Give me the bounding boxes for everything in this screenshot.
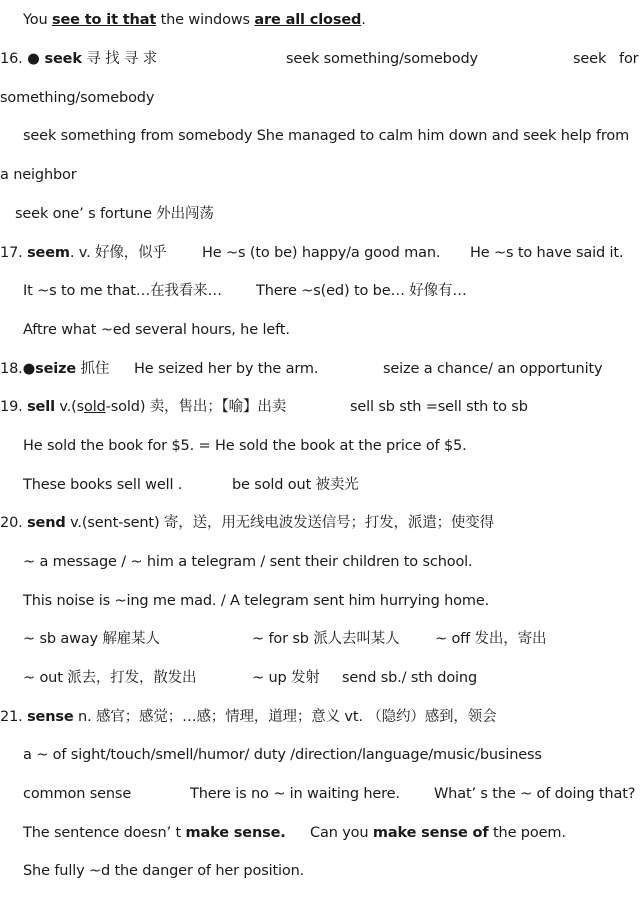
text-segment: [23, 858, 304, 884]
bold-phrase: sense: [27, 709, 74, 725]
text-run: v.(s: [54, 399, 85, 415]
text-run: . v. 好像，似乎: [69, 245, 167, 261]
text-run: She fully ~d the danger of her position.: [23, 863, 305, 879]
text-line: [0, 704, 640, 730]
text-run: ~ off 发出，寄出: [435, 631, 547, 647]
text-line: [0, 394, 640, 420]
text-segment: [342, 665, 477, 691]
text-run: These books sell well .: [23, 477, 183, 493]
text-segment: [619, 46, 639, 72]
text-segment: [134, 356, 318, 382]
text-run: something/somebody: [0, 90, 155, 106]
text-run: a neighbor: [0, 167, 77, 183]
text-segment: [0, 85, 154, 111]
text-segment: [23, 626, 160, 652]
text-run: send sb./ sth doing: [342, 670, 478, 686]
bold-phrase: seem: [27, 245, 70, 261]
text-segment: [252, 665, 320, 691]
text-segment: [310, 820, 566, 846]
text-segment: [0, 240, 167, 266]
text-segment: [23, 7, 366, 33]
text-segment: [23, 123, 629, 149]
text-run: ~ for sb 派人去叫某人: [252, 631, 400, 647]
text-line: [0, 201, 640, 227]
text-run: seize a chance/ an opportunity: [383, 361, 603, 377]
bold-phrase: send: [27, 515, 66, 531]
text-run: old: [84, 399, 106, 415]
text-run: sell sb sth =sell sth to sb: [350, 399, 528, 415]
text-line: [0, 46, 640, 72]
text-segment: [0, 704, 496, 730]
text-segment: [383, 356, 602, 382]
text-segment: [23, 820, 286, 846]
text-run: There ~s(ed) to be… 好像有…: [256, 283, 467, 299]
bold-phrase: ●seize: [22, 361, 77, 377]
text-segment: [350, 394, 528, 420]
text-run: Can you: [310, 825, 373, 841]
text-run: There is no ~ in waiting here.: [190, 786, 400, 802]
text-segment: [23, 781, 131, 807]
text-segment: [252, 626, 399, 652]
text-run: for: [619, 51, 639, 67]
text-run: He ~s to have said it.: [470, 245, 624, 261]
bold-phrase: make sense of: [372, 825, 489, 841]
text-segment: [0, 46, 157, 72]
bold-phrase: are all closed: [254, 12, 362, 28]
text-line: [0, 510, 640, 536]
text-segment: [23, 472, 182, 498]
text-run: It ~s to me that…在我看来…: [23, 283, 222, 299]
text-segment: [23, 278, 222, 304]
text-segment: [202, 240, 440, 266]
text-run: 20.: [0, 515, 28, 531]
text-segment: [434, 781, 635, 807]
text-line: [0, 820, 640, 846]
bold-phrase: sell: [27, 399, 55, 415]
text-run: This noise is ~ing me mad. / A telegram sent him hurrying home.: [23, 593, 490, 609]
text-line: [0, 781, 640, 807]
text-run: 16.: [0, 51, 28, 67]
text-line: [0, 7, 640, 33]
text-line: [0, 123, 640, 149]
text-run: ~ sb away 解雇某人: [23, 631, 160, 647]
text-line: [0, 356, 640, 382]
text-segment: [23, 742, 542, 768]
text-line: [0, 626, 640, 652]
text-run: ~ a message / ~ him a telegram / sent their children to school.: [23, 554, 473, 570]
text-line: [0, 278, 640, 304]
text-run: seek something/somebody: [286, 51, 478, 67]
text-line: [0, 240, 640, 266]
text-line: [0, 858, 640, 884]
text-line: [0, 85, 640, 111]
text-run: the poem.: [488, 825, 566, 841]
text-run: 抓住: [76, 361, 110, 377]
text-run: seek one’ s fortune 外出闯荡: [15, 206, 214, 222]
text-run: 17.: [0, 245, 28, 261]
text-segment: [23, 433, 467, 459]
text-segment: [232, 472, 359, 498]
text-run: 寻 找 寻 求: [81, 51, 158, 67]
text-run: v.(sent-sent) 寄，送，用无线电波发送信号；打发，派遣；使变得: [65, 515, 494, 531]
text-run: The sentence doesn’ t: [23, 825, 186, 841]
text-run: be sold out 被卖光: [232, 477, 359, 493]
text-run: -sold) 卖，售出；【喻】出卖: [105, 399, 287, 415]
text-run: ~ up 发射: [252, 670, 320, 686]
text-line: [0, 588, 640, 614]
text-segment: [23, 588, 489, 614]
text-segment: [15, 201, 214, 227]
text-run: a ~ of sight/touch/smell/humor/ duty /direction/language/music/business: [23, 747, 542, 763]
bold-phrase: see to it that: [52, 12, 157, 28]
text-run: n. 感官；感觉；…感；情理，道理；意义 vt. （隐约）感到，领会: [73, 709, 497, 725]
text-line: [0, 472, 640, 498]
text-run: seek something from somebody She managed to calm him down and seek help from: [23, 128, 630, 144]
text-segment: [23, 549, 473, 575]
text-segment: [435, 626, 546, 652]
text-line: [0, 433, 640, 459]
text-run: .: [361, 12, 366, 28]
text-line: [0, 162, 640, 188]
text-run: He ~s (to be) happy/a good man.: [202, 245, 441, 261]
text-run: seek: [573, 51, 607, 67]
text-run: ~ out 派去，打发，散发出: [23, 670, 197, 686]
text-run: What’ s the ~ of doing that?: [434, 786, 636, 802]
text-run: He seized her by the arm.: [134, 361, 319, 377]
text-segment: [256, 278, 467, 304]
text-run: 19.: [0, 399, 28, 415]
bold-phrase: ● seek: [27, 51, 82, 67]
text-segment: [470, 240, 623, 266]
text-line: [0, 549, 640, 575]
text-run: 21.: [0, 709, 28, 725]
text-segment: [0, 356, 109, 382]
text-segment: [286, 46, 478, 72]
text-run: He sold the book for $5. = He sold the book at the price of $5.: [23, 438, 467, 454]
text-line: [0, 317, 640, 343]
bold-phrase: make sense.: [185, 825, 286, 841]
text-segment: [23, 665, 196, 691]
text-line: [0, 742, 640, 768]
text-segment: [0, 162, 77, 188]
text-run: common sense: [23, 786, 132, 802]
text-segment: [23, 317, 290, 343]
text-line: [0, 665, 640, 691]
text-segment: [190, 781, 400, 807]
text-segment: [573, 46, 606, 72]
text-run: You: [23, 12, 53, 28]
text-run: 18.: [0, 361, 23, 377]
text-segment: [0, 510, 494, 536]
text-segment: [0, 394, 286, 420]
text-run: Aftre what ~ed several hours, he left.: [23, 322, 290, 338]
text-run: the windows: [156, 12, 255, 28]
